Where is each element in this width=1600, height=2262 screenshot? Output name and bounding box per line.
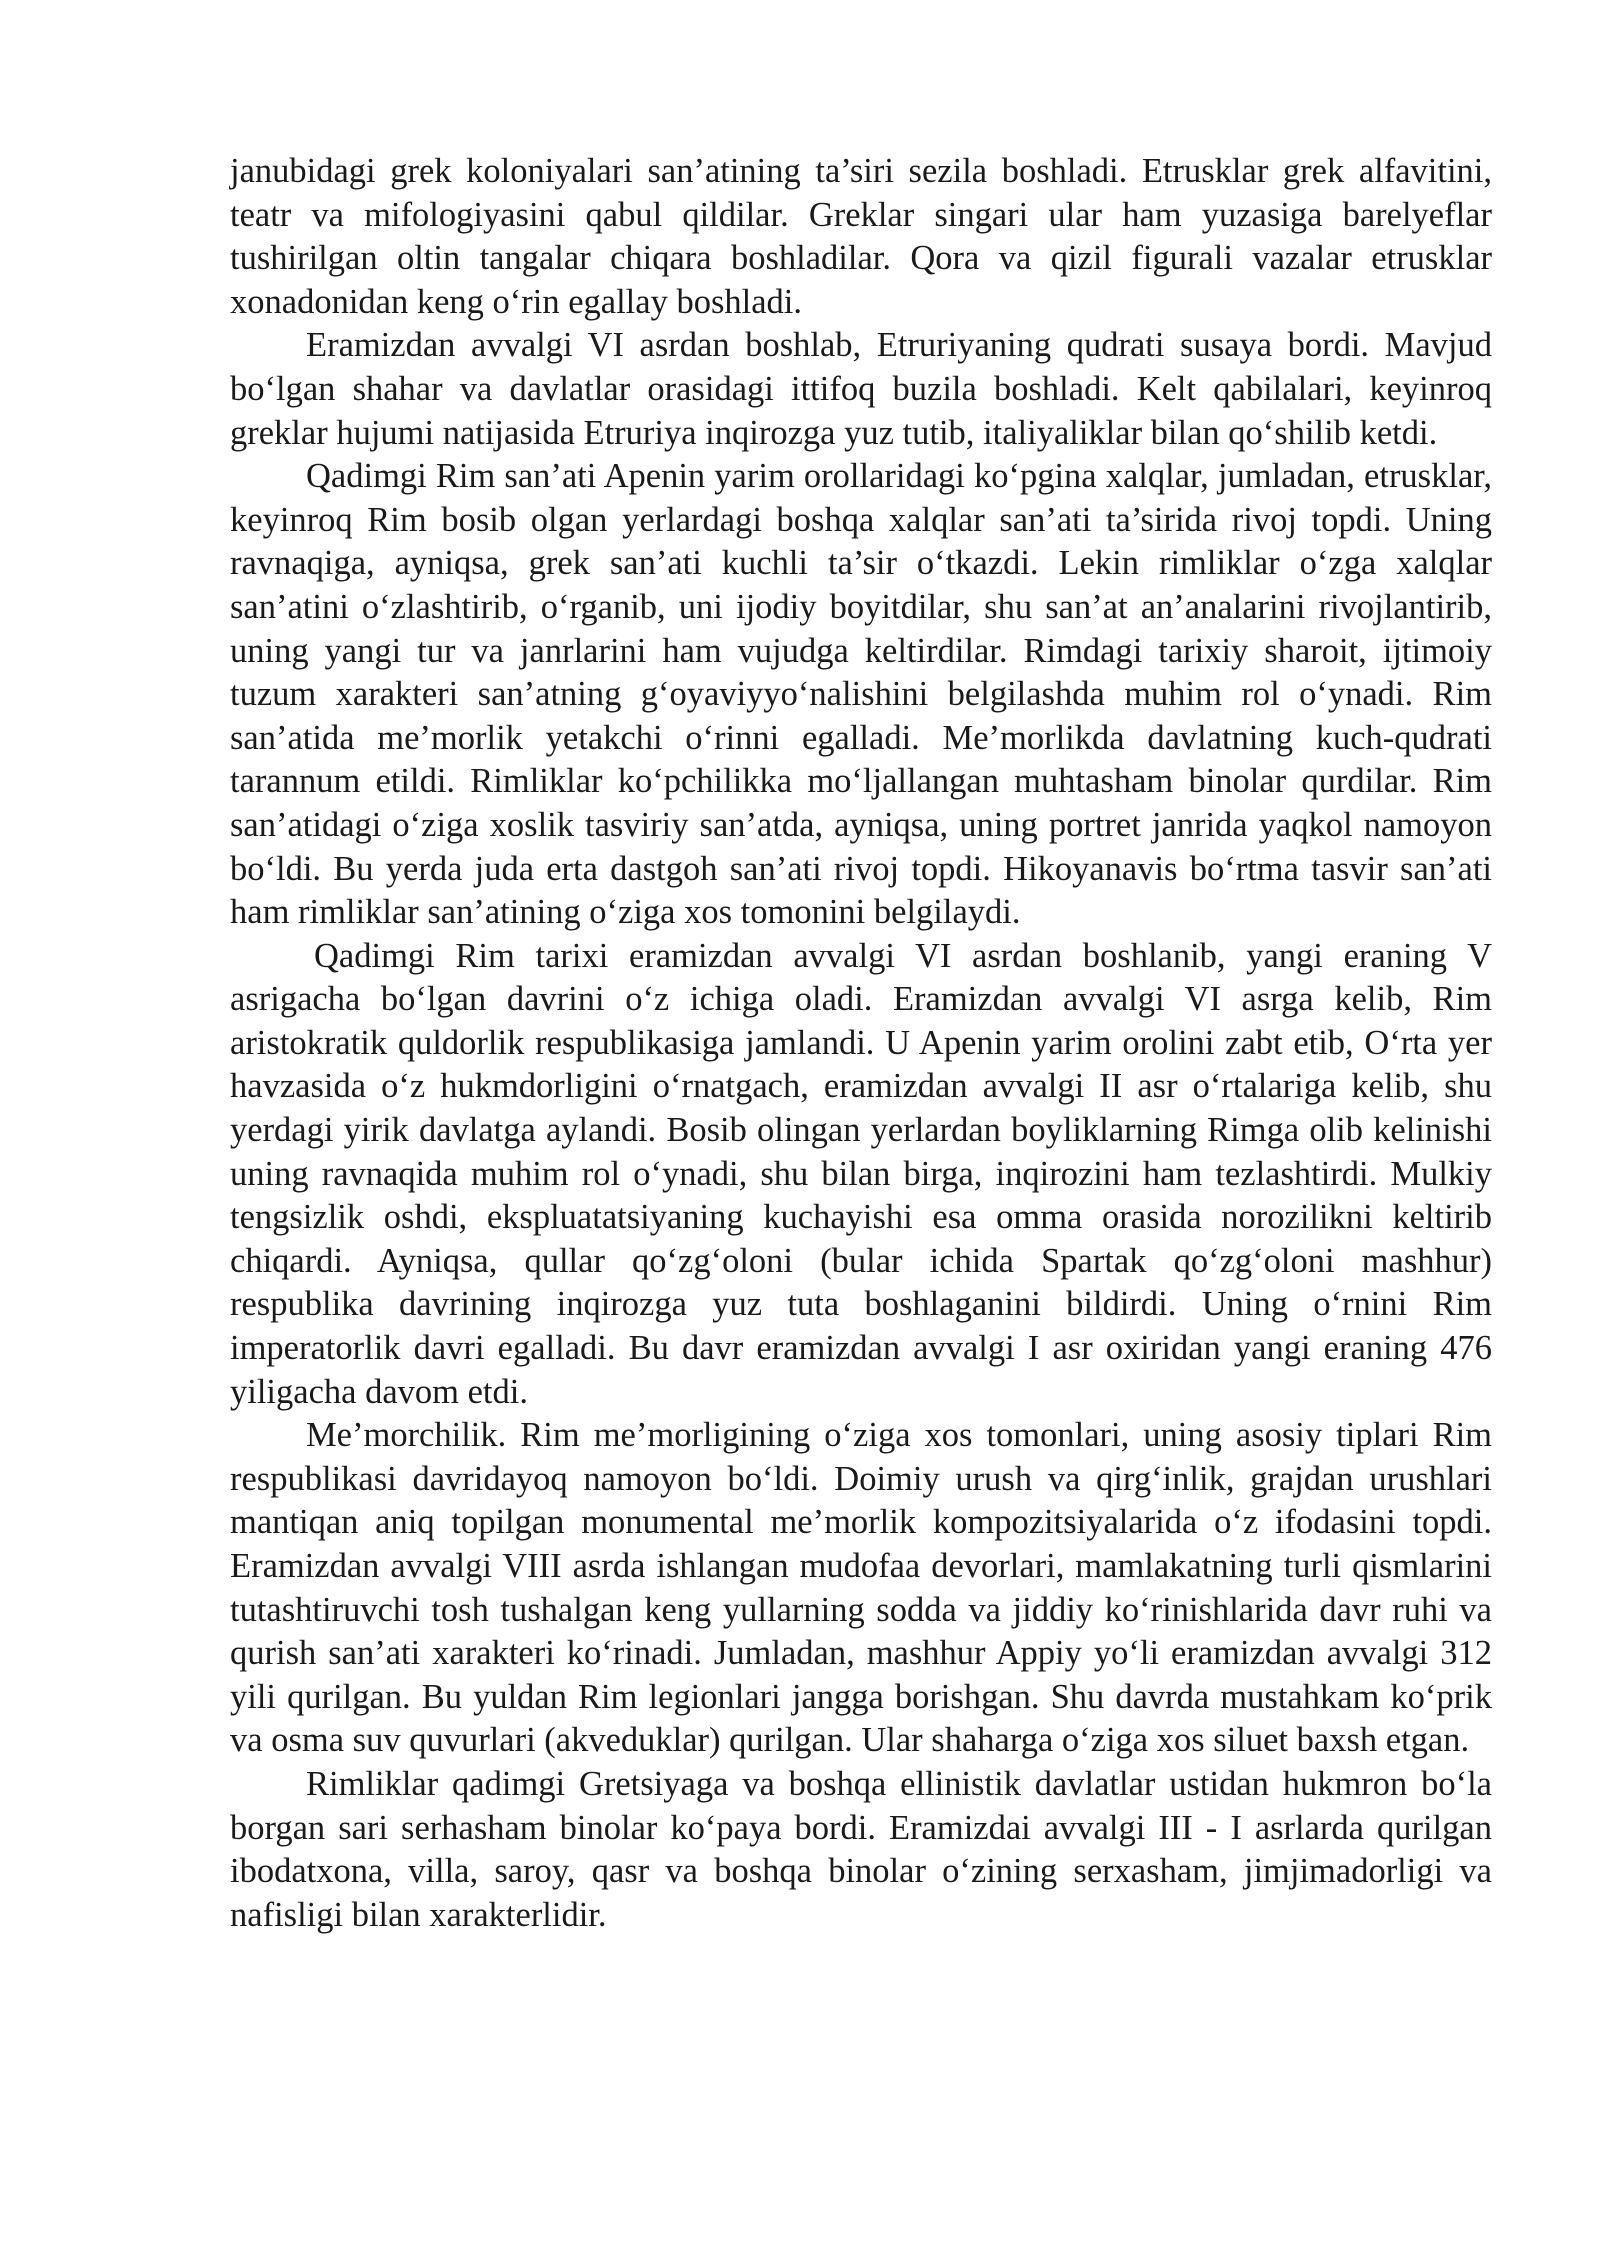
paragraph-hellenistic-buildings: Rimliklar qadimgi Gretsiyaga va boshqa ellinistik davlatlar ustidan hukmron bo‘la borgan sari serhasham binolar ko‘paya bordi. Eramizdai avvalgi III - I asrlarda qurilgan ibodatxona, villa, saroy, qasr va boshqa binolar o‘zining serxasham, jimjimadorligi va nafisligi bilan xarakterlidir.: [230, 1764, 1492, 1934]
paragraph-roman-history: Qadimgi Rim tarixi eramizdan avvalgi VI asrdan boshlanib, yangi eraning V asrigacha bo‘lgan davrini o‘z ichiga oladi. Eramizdan avvalgi VI asrga kelib, Rim aristokratik quldorlik respublikasiga jamlandi. U Apenin yarim orolini zabt etib, O‘rta yer havzasida o‘z hukmdorligini o‘rnatgach, eramizdan avvalgi II asr o‘rtalariga kelib, shu yerdagi yirik davlatga aylandi. Bosib olingan yerlardan boyliklarning Rimga olib kelinishi uning ravnaqida muhim rol o‘ynadi, shu bilan birga, inqirozini ham tezlashtirdi. Mulkiy tengsizlik oshdi, ekspluatatsiyaning kuchayishi esa omma orasida norozilikni keltirib chiqardi. Ayniqsa, qullar qo‘zg‘oloni (bular ichida Spartak qo‘zg‘oloni mashhur) respublika davrining inqirozga yuz tuta boshlaganini bildirdi. Uning o‘rnini Rim imperatorlik davri egalladi. Bu davr eramizdan avvalgi I asr oxiridan yangi eraning 476 yiligacha davom etdi.: [230, 936, 1492, 1411]
paragraph-architecture: Me’morchilik. Rim me’morligining o‘ziga xos tomonlari, uning asosiy tiplari Rim respublikasi davridayoq namoyon bo‘ldi. Doimiy urush va qirg‘inlik, grajdan urushlari mantiqan aniq topilgan monumental me’morlik kompozitsiyalarida o‘z ifodasini topdi. Eramizdan avvalgi VIII asrda ishlangan mudofaa devorlari, mamlakatning turli qismlarini tutashtiruvchi tosh tushalgan keng yullarning sodda va jiddiy ko‘rinishlarida davr ruhi va qurish san’ati xarakteri ko‘rinadi. Jumladan, mashhur Appiy yo‘li eramizdan avvalgi 312 yili qurilgan. Bu yuldan Rim legionlari jangga borishgan. Shu davrda mustahkam ko‘prik va osma suv quvurlari (akveduklar) qurilgan. Ular shaharga o‘ziga xos siluet baxsh etgan.: [230, 1416, 1492, 1760]
paragraph-etruria-decline: Eramizdan avvalgi VI asrdan boshlab, Etruriyaning qudrati susaya bordi. Mavjud bo‘lgan shahar va davlatlar orasidagi ittifoq buzila boshladi. Kelt qabilalari, keyinroq greklar hujumi natijasida Etruriya inqirozga yuz tutib, italiyaliklar bilan qo‘shilib ketdi.: [230, 326, 1492, 452]
document-page: [230, 150, 1492, 1937]
paragraph-greek-influence: janubidagi grek koloniyalari san’atining ta’siri sezila boshladi. Etrusklar grek alfavitini, teatr va mifologiyasini qabul qildilar. Greklar singari ular ham yuzasiga barelyeflar tushirilgan oltin tangalar chiqara boshladilar. Qora va qizil figurali vazalar etrusklar xonadonidan keng o‘rin egallay boshladi.: [230, 152, 1492, 321]
paragraph-roman-art: Qadimgi Rim san’ati Apenin yarim orollaridagi ko‘pgina xalqlar, jumladan, etrusklar, keyinroq Rim bosib olgan yerlardagi boshqa xalqlar san’ati ta’sirida rivoj topdi. Uning ravnaqiga, ayniqsa, grek san’ati kuchli ta’sir o‘tkazdi. Lekin rimliklar o‘zga xalqlar san’atini o‘zlashtirib, o‘rganib, uni ijodiy boyitdilar, shu san’at an’analarini rivojlantirib, uning yangi tur va janrlarini ham vujudga keltirdilar. Rimdagi tarixiy sharoit, ijtimoiy tuzum xarakteri san’atning g‘oyaviyyo‘nalishini belgilashda muhim rol o‘ynadi. Rim san’atida me’morlik yetakchi o‘rinni egalladi. Me’morlikda davlatning kuch-qudrati tarannum etildi. Rimliklar ko‘pchilikka mo‘ljallangan muhtasham binolar qurdilar. Rim san’atidagi o‘ziga xoslik tasviriy san’atda, ayniqsa, uning portret janrida yaqkol namoyon bo‘ldi. Bu yerda juda erta dastgoh san’ati rivoj topdi. Hikoyanavis bo‘rtma tasvir san’ati ham rimliklar san’atining o‘ziga xos tomonini belgilaydi.: [230, 457, 1492, 932]
